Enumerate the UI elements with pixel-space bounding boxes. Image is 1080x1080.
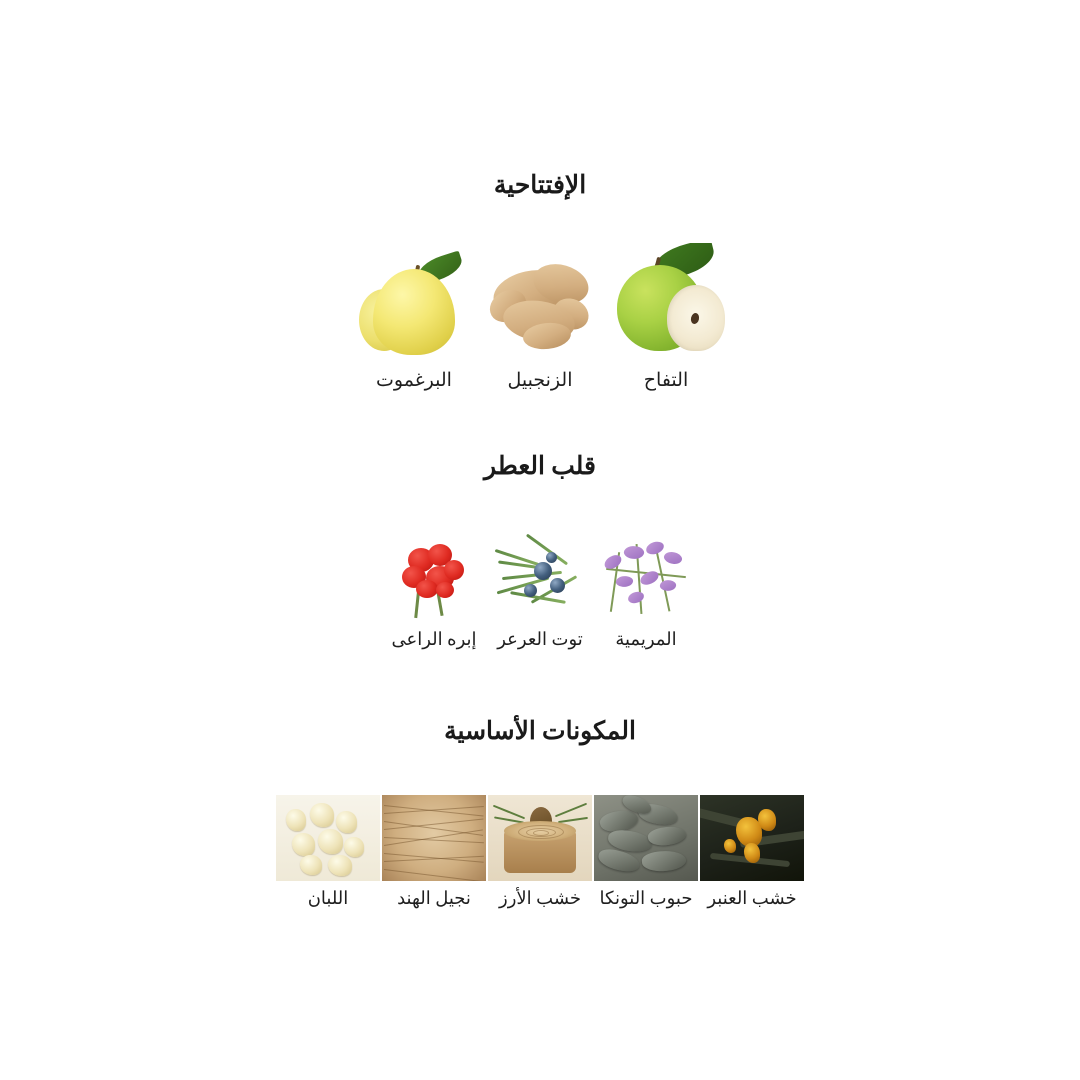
section-base-notes bbox=[0, 696, 1080, 909]
note-item-apple bbox=[603, 243, 729, 392]
note-label-sage: المريمية bbox=[615, 629, 677, 650]
note-label-juniper: توت العرعر bbox=[497, 629, 583, 650]
note-label-ginger: الزنجبيل bbox=[507, 369, 573, 391]
base-notes-row bbox=[276, 795, 804, 909]
note-label-apple: التفاح bbox=[643, 369, 689, 391]
juniper-berry-image bbox=[488, 526, 592, 622]
note-item-sage bbox=[594, 526, 698, 650]
note-item-agarwood bbox=[594, 795, 698, 909]
note-item-frankincense bbox=[276, 795, 380, 909]
section-title-base-notes: المكونات الأساسية bbox=[444, 717, 636, 745]
note-label-frankincense: اللبان bbox=[307, 887, 349, 908]
note-label-cedarwood: خشب الأرز bbox=[499, 887, 582, 908]
note-item-tonka-bean bbox=[382, 795, 486, 909]
note-item-juniper bbox=[488, 526, 592, 650]
ambergris-wood-image bbox=[700, 795, 804, 881]
top-notes-row bbox=[351, 243, 729, 392]
note-item-ginger bbox=[477, 243, 603, 392]
note-item-ambergris-wood bbox=[700, 795, 804, 909]
tonka-bean-image bbox=[382, 795, 486, 881]
section-heart-notes bbox=[0, 432, 1080, 651]
apple-image bbox=[603, 243, 729, 361]
section-title-heart-notes: قلب العطر bbox=[484, 453, 596, 481]
heart-notes-row bbox=[382, 526, 698, 650]
note-label-agarwood: حبوب التونكا bbox=[599, 887, 693, 908]
note-label-tonka-bean: نجيل الهند bbox=[397, 887, 471, 908]
note-item-bergamot bbox=[351, 243, 477, 392]
cedarwood-image bbox=[488, 795, 592, 881]
section-title-top-notes: الإفتتاحية bbox=[493, 171, 587, 199]
note-label-geranium: إبره الراعى bbox=[391, 629, 477, 650]
frankincense-image bbox=[276, 795, 380, 881]
note-item-cedarwood bbox=[488, 795, 592, 909]
note-item-geranium bbox=[382, 526, 486, 650]
sage-image bbox=[594, 526, 698, 622]
section-top-notes bbox=[0, 150, 1080, 392]
geranium-image bbox=[382, 526, 486, 622]
ginger-image bbox=[477, 243, 603, 361]
note-label-ambergris-wood: خشب العنبر bbox=[707, 887, 797, 908]
note-label-bergamot: البرغموت bbox=[376, 369, 452, 391]
bergamot-pear-image bbox=[351, 243, 477, 361]
agarwood-image bbox=[594, 795, 698, 881]
